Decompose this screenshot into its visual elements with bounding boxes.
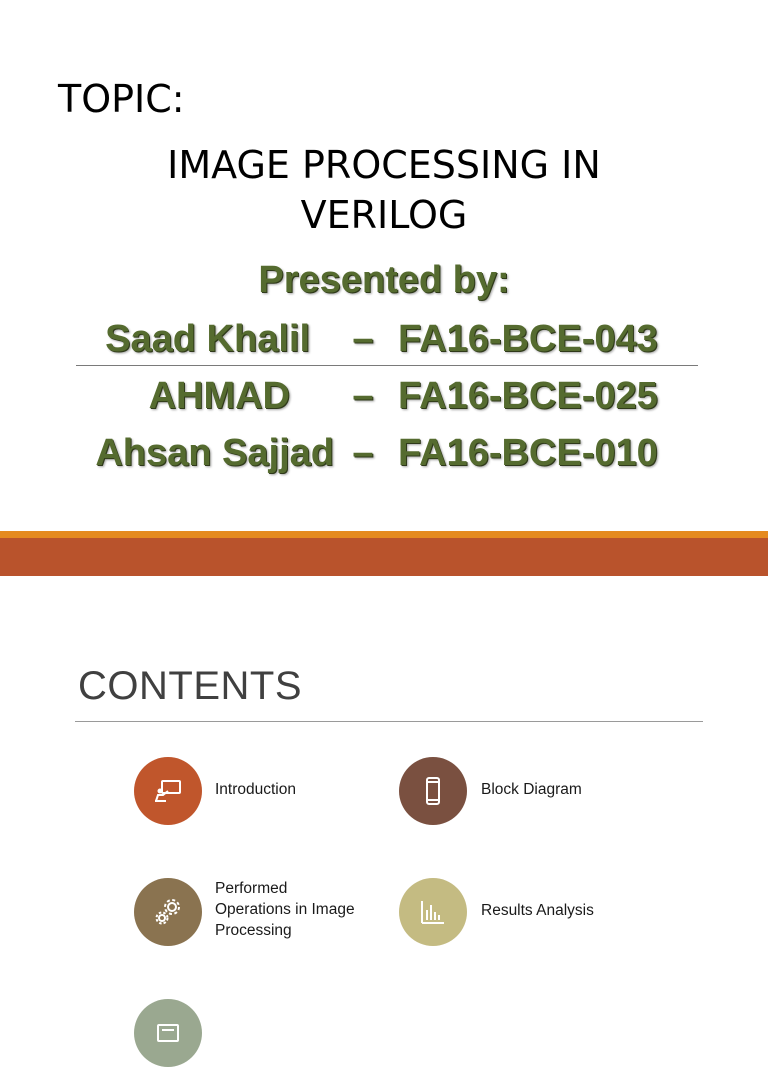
contents-item-label: Introduction: [215, 781, 296, 798]
member-id: FA16-BCE-010: [398, 432, 658, 474]
contents-item-label: Results Analysis: [481, 902, 594, 919]
member-row: [0, 368, 768, 424]
mobile-phone-icon: [399, 757, 467, 825]
member-row: [0, 425, 768, 481]
member-dash: –: [352, 375, 374, 417]
member-id: FA16-BCE-043: [398, 318, 658, 360]
member-name: AHMAD: [148, 375, 290, 417]
title-slide: [0, 0, 768, 530]
contents-item-label: Performed Operations in Image Processing: [215, 880, 355, 939]
gears-icon: [134, 878, 202, 946]
member-name: Saad Khalil: [105, 318, 310, 360]
divider-line: [76, 365, 698, 366]
accent-band-orange: [0, 531, 768, 538]
title-line-1: IMAGE PROCESSING IN: [167, 143, 601, 187]
member-dash: –: [352, 432, 374, 474]
title-line-2: VERILOG: [300, 193, 468, 237]
member-dash: –: [352, 318, 374, 360]
member-row: [0, 311, 768, 367]
contents-divider: [75, 721, 703, 722]
contents-slide: [0, 576, 768, 1024]
member-id: FA16-BCE-025: [398, 375, 658, 417]
contents-heading: CONTENTS: [78, 664, 302, 708]
topic-label: TOPIC:: [58, 77, 185, 121]
bar-chart-icon: [399, 878, 467, 946]
presented-by-label: Presented by:: [258, 259, 510, 301]
document-icon: [134, 999, 202, 1067]
presentation-icon: [134, 757, 202, 825]
member-name: Ahsan Sajjad: [95, 432, 334, 474]
contents-item-label: Block Diagram: [481, 781, 582, 798]
presentation-title: [0, 140, 768, 240]
accent-band-rust: [0, 538, 768, 576]
